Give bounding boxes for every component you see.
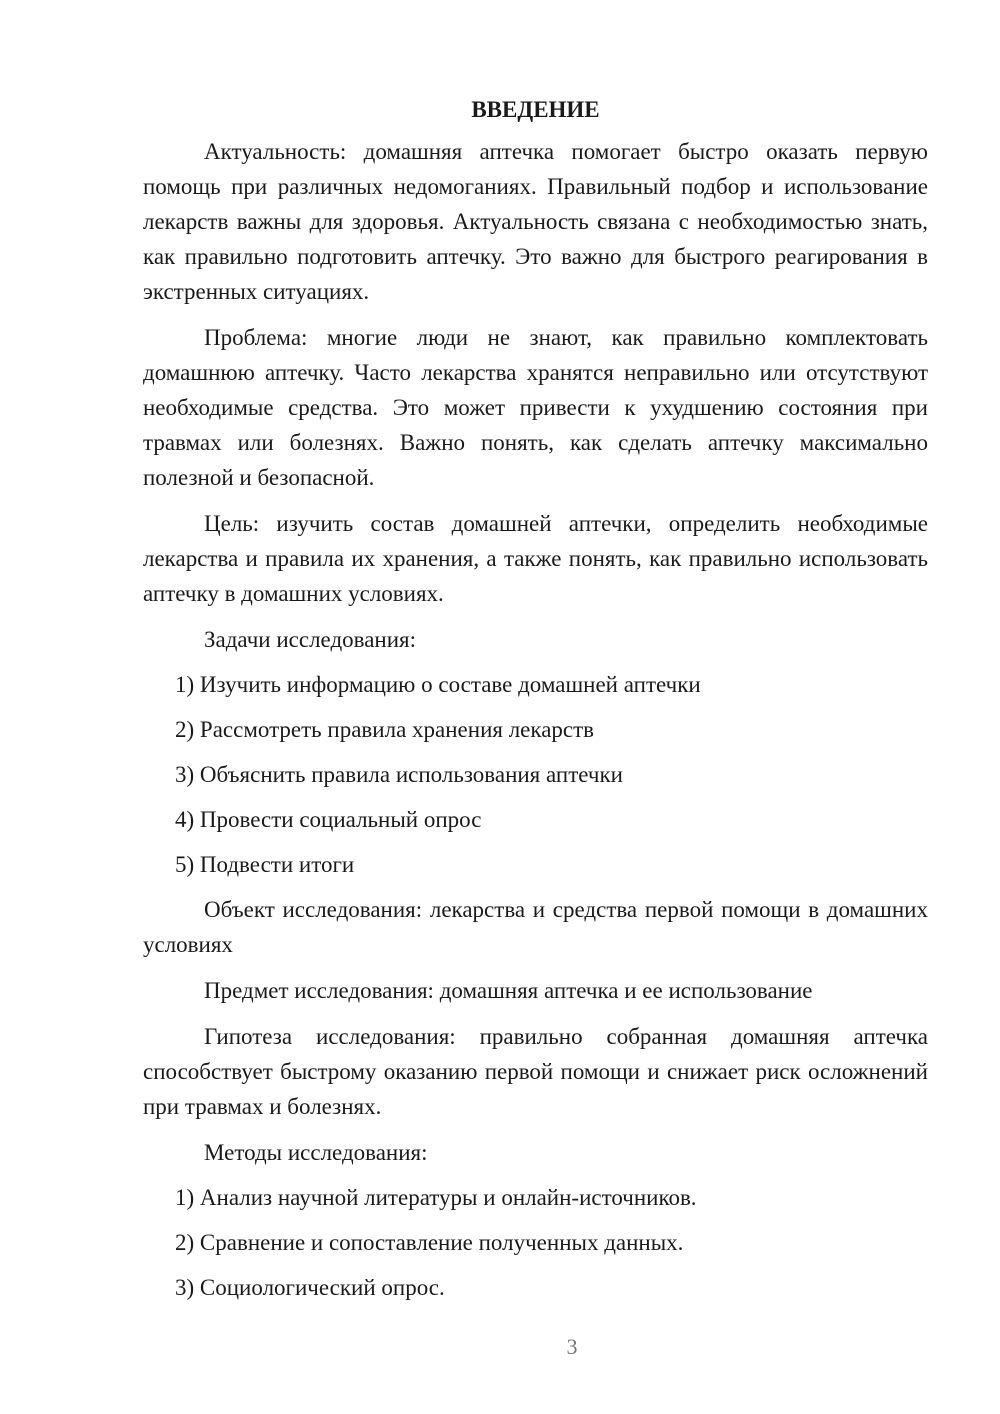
problem-paragraph: Проблема: многие люди не знают, как правильно комплектовать домашнюю аптечку. Часто лекарства хранятся неправильно или отсутствуют необходимые средства. Это может привести к ухудшению состояния при травмах или болезнях. Важно понять, как сделать аптечку максимально полезной и безопасной. <box>143 325 928 490</box>
document-body <box>143 94 928 1315</box>
task-item: 4) Провести социальный опрос <box>175 807 482 832</box>
method-item: 1) Анализ научной литературы и онлайн-источников. <box>175 1185 697 1210</box>
methods-list <box>143 1180 928 1305</box>
method-item: 3) Социологический опрос. <box>175 1275 445 1300</box>
task-item: 1) Изучить информацию о составе домашней аптечки <box>175 672 701 697</box>
methods-heading: Методы исследования: <box>204 1140 428 1165</box>
task-item: 2) Рассмотреть правила хранения лекарств <box>175 717 595 742</box>
relevance-paragraph: Актуальность: домашняя аптечка помогает быстро оказать первую помощь при различных недомоганиях. Правильный подбор и использование лекарств важны для здоровья. Актуальность связана с необходимостью знать, как правильно подготовить аптечку. Это важно для быстрого реагирования в экстренных ситуациях. <box>143 139 928 304</box>
subject-paragraph: Предмет исследования: домашняя аптечка и ее использование <box>204 978 813 1003</box>
goal-paragraph: Цель: изучить состав домашней аптечки, определить необходимые лекарства и правила их хранения, а также понять, как правильно использовать аптечку в домашних условиях. <box>143 511 928 606</box>
page-number: 3 <box>566 1334 578 1359</box>
task-item: 3) Объяснить правила использования аптечки <box>175 762 623 787</box>
method-item: 2) Сравнение и сопоставление полученных данных. <box>175 1230 684 1255</box>
tasks-heading: Задачи исследования: <box>204 627 417 652</box>
task-item: 5) Подвести итоги <box>175 852 355 877</box>
tasks-list <box>143 667 928 882</box>
object-paragraph: Объект исследования: лекарства и средства первой помощи в домашних условиях <box>143 897 928 957</box>
section-title: ВВЕДЕНИЕ <box>471 97 600 122</box>
hypothesis-paragraph: Гипотеза исследования: правильно собранная домашняя аптечка способствует быстрому оказанию первой помощи и снижает риск осложнений при травмах и болезнях. <box>143 1024 928 1119</box>
